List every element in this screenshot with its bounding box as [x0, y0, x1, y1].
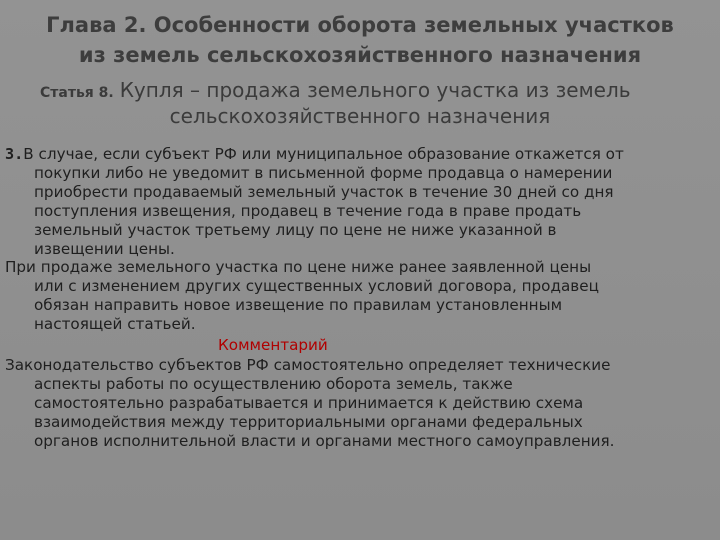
paragraph-line: извещении цены.: [34, 239, 175, 258]
paragraph-line: или с изменением других существенных условий договора, продавец: [34, 277, 599, 296]
paragraph-line: земельный участок третьему лицу по цене не ниже указанной в: [34, 220, 557, 239]
paragraph-line: приобрести продаваемый земельный участок в течение 30 дней со дня: [34, 182, 614, 201]
article-heading: [40, 78, 700, 102]
paragraph-number: 3.: [5, 145, 24, 163]
chapter-title-line-2: из земель сельскохозяйственного назначения: [78, 43, 642, 67]
paragraph-line: При продаже земельного участка по цене ниже ранее заявленной цены: [5, 258, 592, 277]
comment-heading: Комментарий: [218, 336, 328, 355]
paragraph-sale-price: [5, 258, 715, 334]
paragraph-3: [5, 145, 715, 258]
chapter-title-line-1: Глава 2. Особенности оборота земельных участков: [46, 13, 674, 37]
paragraph-line: поступления извещения, продавец в течение года в праве продать: [34, 201, 582, 220]
paragraph-line: самостоятельно разрабатывается и принимается к действию схема: [34, 393, 584, 412]
article-label: Статья 8.: [40, 85, 114, 101]
paragraph-line: [5, 145, 715, 164]
paragraph-line: покупки либо не уведомит в письменной форме продавца о намерении: [34, 163, 613, 182]
article-title-line-1: Купля – продажа земельного участка из земель: [119, 78, 631, 102]
paragraph-text: В случае, если субъект РФ или муниципальное образование откажется от: [23, 145, 624, 163]
paragraph-line: Законодательство субъектов РФ самостоятельно определяет технические: [5, 356, 611, 375]
article-title-line-2: сельскохозяйственного назначения: [169, 104, 551, 128]
paragraph-line: органов исполнительной власти и органами местного самоуправления.: [34, 431, 615, 450]
paragraph-line: настоящей статьей.: [34, 315, 196, 334]
chapter-title: [0, 10, 720, 70]
slide-body: [5, 145, 715, 451]
paragraph-line: аспекты работы по осуществлению оборота земель, также: [34, 374, 513, 393]
paragraph-line: обязан направить новое извещение по правилам установленным: [34, 296, 563, 315]
comment-paragraph: [5, 356, 715, 451]
paragraph-line: взаимодействия между территориальными органами федеральных: [34, 412, 583, 431]
